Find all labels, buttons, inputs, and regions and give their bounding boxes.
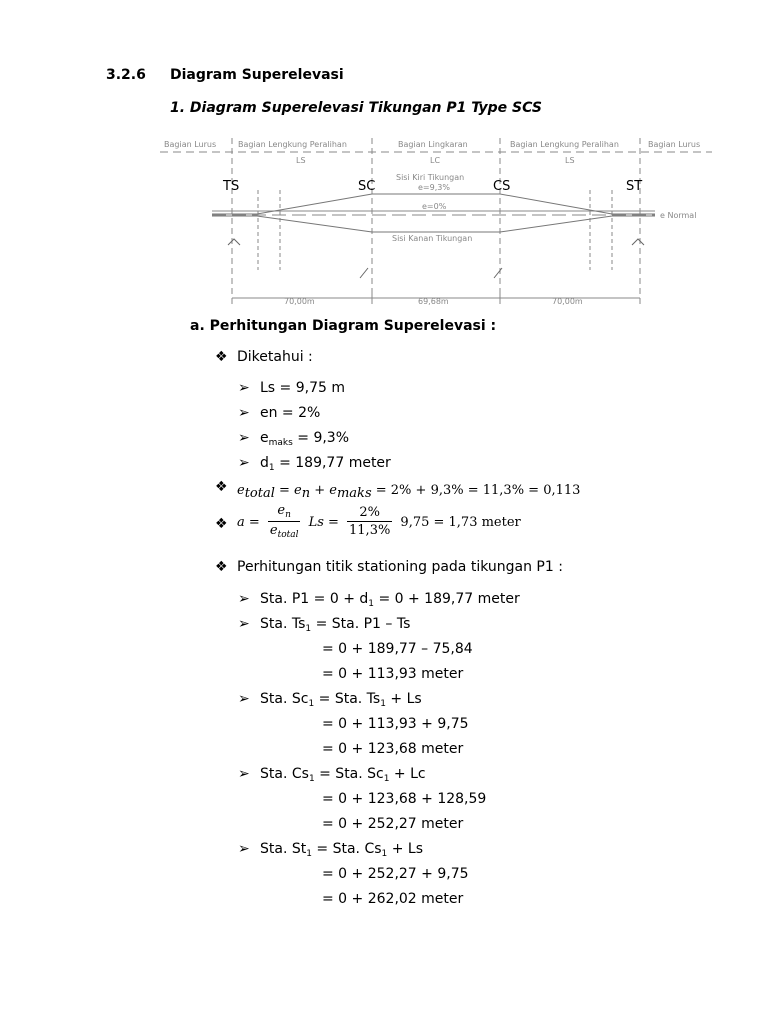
stationing-row: Sta. $P1 = 0 + d_1 = 0 + 189,77$ meter <box>260 591 520 609</box>
point-label-st: ST <box>626 179 643 194</box>
e-max-label: e=9,3% <box>418 183 450 192</box>
known-emaks: $e_{maks} = 9,3\%$ <box>260 430 350 448</box>
arrow-bullet: ➢ <box>238 691 250 707</box>
arrow-bullet: ➢ <box>238 405 250 421</box>
right-side-edge <box>212 216 655 232</box>
stationing-row: Sta. $Sc_1$ = Sta. $Ts_1 + Ls$ <box>260 691 422 709</box>
dim-label-2: 69,68m <box>418 297 449 306</box>
arrow-bullet: ➢ <box>238 455 250 471</box>
e-normal-label: e Normal <box>660 211 697 220</box>
fraction-2-113: $\frac{2\%}{11,3\%}$ <box>349 505 391 538</box>
known-en: en = 2% <box>260 405 321 421</box>
stationing-continuation: = 0 + 189,77 – 75,84 <box>322 641 473 657</box>
formula-etotal: $e_{total} = e_n + e_{maks} = 2\% + 9,3\% = 11,3\% = 0,113$ <box>237 483 581 501</box>
dim-label-3: 70,00m <box>552 297 583 306</box>
superelevation-diagram <box>160 130 715 310</box>
stationing-continuation: = 0 + 113,93 meter <box>322 666 464 682</box>
stationing-continuation: = 0 + 252,27 meter <box>322 816 464 832</box>
stationing-row: Sta. $Ts_1$ = Sta. P1 – Ts <box>260 616 411 634</box>
arrow-bullet: ➢ <box>238 616 250 632</box>
point-label-cs: CS <box>493 179 511 194</box>
part-a-title: a. Perhitungan Diagram Superelevasi : <box>190 318 497 334</box>
stationing-header: Perhitungan titik stationing pada tikungan P1 : <box>237 559 563 575</box>
band-label-peralihan-right: Bagian Lengkung Peralihan <box>510 140 619 149</box>
right-side-label: Sisi Kanan Tikungan <box>392 234 473 243</box>
subsection-title: 1. Diagram Superelevasi Tikungan P1 Type SCS <box>170 100 542 116</box>
band-label-peralihan-left: Bagian Lengkung Peralihan <box>238 140 347 149</box>
marker-st <box>632 239 644 245</box>
stationing-continuation: = 0 + 113,93 + 9,75 <box>322 716 469 732</box>
band-label-lurus-right: Bagian Lurus <box>648 140 701 149</box>
marker-sc <box>360 268 368 278</box>
point-label-sc: SC <box>358 179 376 194</box>
formula-a: a = $\frac{e_n}{e_{total}}$ Ls = $\frac{2\%}{11,3\%}$ 9,75 = 1,73 meter <box>237 503 521 540</box>
stationing-continuation: = 0 + 262,02 meter <box>322 891 464 907</box>
stationing-continuation: = 0 + 123,68 + 128,59 <box>322 791 487 807</box>
arrow-bullet: ➢ <box>238 841 250 857</box>
stationing-continuation: = 0 + 123,68 meter <box>322 741 464 757</box>
diamond-bullet: ❖ <box>215 559 228 575</box>
band-label-lurus-left: Bagian Lurus <box>164 140 217 149</box>
dim-label-1: 70,00m <box>284 297 315 306</box>
sublabel-ls-right: LS <box>565 156 575 165</box>
section-title: Diagram Superelevasi <box>170 67 344 83</box>
arrow-bullet: ➢ <box>238 430 250 446</box>
sublabel-lc: LC <box>430 156 441 165</box>
band-label-lingkaran: Bagian Lingkaran <box>398 140 468 149</box>
section-number: 3.2.6 <box>106 67 146 83</box>
left-side-label: Sisi Kiri Tikungan <box>396 173 465 182</box>
marker-ts <box>228 239 240 245</box>
arrow-bullet: ➢ <box>238 380 250 396</box>
known-ls: Ls = 9,75 m <box>260 380 345 396</box>
sublabel-ls-left: LS <box>296 156 306 165</box>
e-zero-label: e=0% <box>422 202 447 211</box>
diamond-bullet: ❖ <box>215 349 228 365</box>
fraction-en-etotal: $\frac{e_n}{e_{total}}$ <box>269 503 299 540</box>
arrow-bullet: ➢ <box>238 591 250 607</box>
arrow-bullet: ➢ <box>238 766 250 782</box>
stationing-continuation: = 0 + 252,27 + 9,75 <box>322 866 469 882</box>
known-header: Diketahui : <box>237 349 313 365</box>
diamond-bullet: ❖ <box>215 479 228 495</box>
point-label-ts: TS <box>223 179 240 194</box>
stationing-row: Sta. $Cs_1$ = Sta. $Sc_1 + Lc$ <box>260 766 426 784</box>
known-d1: $d_1 = 189,77$ meter <box>260 455 391 473</box>
diamond-bullet: ❖ <box>215 516 228 532</box>
marker-cs <box>494 268 502 278</box>
stationing-row: Sta. $St_1$ = Sta. $Cs_1 + Ls$ <box>260 841 423 859</box>
